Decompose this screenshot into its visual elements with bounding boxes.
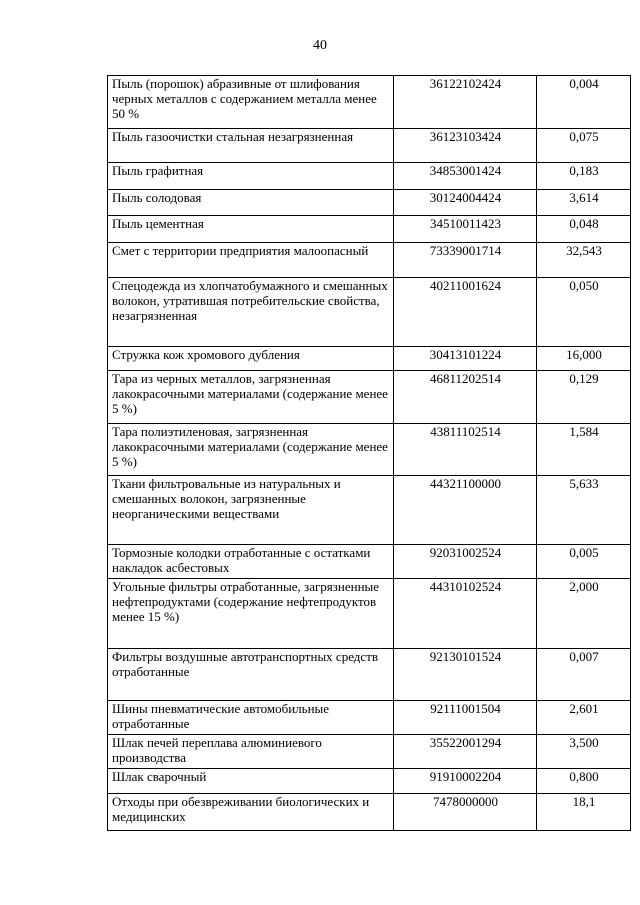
page-number: 40 — [313, 38, 327, 53]
waste-quantity-cell: 32,543 — [537, 243, 631, 278]
table-row — [108, 190, 631, 216]
table-row — [108, 649, 631, 701]
table-row — [108, 278, 631, 347]
table-row — [108, 794, 631, 831]
waste-table-body — [108, 76, 631, 831]
waste-name-cell: Шлак печей переплава алюминиевого производства — [108, 735, 394, 769]
waste-name-cell: Спецодежда из хлопчатобумажного и смешанных волокон, утратившая потребительские свойства, незагрязненная — [108, 278, 394, 347]
table-row — [108, 735, 631, 769]
waste-quantity-cell: 2,601 — [537, 701, 631, 735]
waste-code-cell: 34853001424 — [394, 163, 537, 190]
waste-name-cell: Тормозные колодки отработанные с остатками накладок асбестовых — [108, 545, 394, 579]
waste-code-cell: 43811102514 — [394, 424, 537, 476]
waste-name-cell: Пыль газоочистки стальная незагрязненная — [108, 129, 394, 163]
waste-code-cell: 30124004424 — [394, 190, 537, 216]
waste-code-cell: 46811202514 — [394, 371, 537, 424]
table-row — [108, 545, 631, 579]
waste-name-cell: Пыль (порошок) абразивные от шлифования черных металлов с содержанием металла менее 50 % — [108, 76, 394, 129]
waste-code-cell: 44310102524 — [394, 579, 537, 649]
waste-quantity-cell: 0,048 — [537, 216, 631, 243]
waste-code-cell: 44321100000 — [394, 476, 537, 545]
table-row — [108, 163, 631, 190]
waste-name-cell: Тара полиэтиленовая, загрязненная лакокрасочными материалами (содержание менее 5 %) — [108, 424, 394, 476]
waste-quantity-cell: 16,000 — [537, 347, 631, 371]
waste-name-cell: Фильтры воздушные автотранспортных средств отработанные — [108, 649, 394, 701]
table-row — [108, 701, 631, 735]
waste-quantity-cell: 18,1 — [537, 794, 631, 831]
waste-name-cell: Смет с территории предприятия малоопасный — [108, 243, 394, 278]
waste-quantity-cell: 0,050 — [537, 278, 631, 347]
waste-code-cell: 34510011423 — [394, 216, 537, 243]
waste-name-cell: Тара из черных металлов, загрязненная лакокрасочными материалами (содержание менее 5 %) — [108, 371, 394, 424]
waste-quantity-cell: 0,129 — [537, 371, 631, 424]
waste-name-cell: Пыль цементная — [108, 216, 394, 243]
waste-code-cell: 40211001624 — [394, 278, 537, 347]
waste-name-cell: Стружка кож хромового дубления — [108, 347, 394, 371]
table-row — [108, 476, 631, 545]
waste-name-cell: Отходы при обезвреживании биологических и медицинских — [108, 794, 394, 831]
waste-code-cell: 73339001714 — [394, 243, 537, 278]
table-row — [108, 129, 631, 163]
table-row — [108, 424, 631, 476]
waste-quantity-cell: 3,614 — [537, 190, 631, 216]
waste-code-cell: 7478000000 — [394, 794, 537, 831]
table-row — [108, 769, 631, 794]
table-row — [108, 579, 631, 649]
table-row — [108, 243, 631, 278]
waste-quantity-cell: 0,007 — [537, 649, 631, 701]
waste-code-cell: 36122102424 — [394, 76, 537, 129]
waste-name-cell: Шины пневматические автомобильные отработанные — [108, 701, 394, 735]
waste-table — [107, 75, 631, 831]
waste-name-cell: Угольные фильтры отработанные, загрязненные нефтепродуктами (содержание нефтепродуктов менее 15 %) — [108, 579, 394, 649]
table-row — [108, 347, 631, 371]
waste-quantity-cell: 0,800 — [537, 769, 631, 794]
waste-code-cell: 92031002524 — [394, 545, 537, 579]
waste-quantity-cell: 5,633 — [537, 476, 631, 545]
waste-name-cell: Шлак сварочный — [108, 769, 394, 794]
waste-quantity-cell: 0,005 — [537, 545, 631, 579]
waste-code-cell: 92111001504 — [394, 701, 537, 735]
waste-code-cell: 35522001294 — [394, 735, 537, 769]
waste-quantity-cell: 0,004 — [537, 76, 631, 129]
waste-quantity-cell: 0,075 — [537, 129, 631, 163]
waste-name-cell: Пыль солодовая — [108, 190, 394, 216]
waste-code-cell: 30413101224 — [394, 347, 537, 371]
waste-code-cell: 91910002204 — [394, 769, 537, 794]
waste-quantity-cell: 2,000 — [537, 579, 631, 649]
table-row — [108, 76, 631, 129]
waste-name-cell: Ткани фильтровальные из натуральных и смешанных волокон, загрязненные неорганическими веществами — [108, 476, 394, 545]
table-row — [108, 216, 631, 243]
waste-code-cell: 92130101524 — [394, 649, 537, 701]
waste-name-cell: Пыль графитная — [108, 163, 394, 190]
waste-quantity-cell: 0,183 — [537, 163, 631, 190]
waste-code-cell: 36123103424 — [394, 129, 537, 163]
table-row — [108, 371, 631, 424]
waste-quantity-cell: 3,500 — [537, 735, 631, 769]
waste-quantity-cell: 1,584 — [537, 424, 631, 476]
